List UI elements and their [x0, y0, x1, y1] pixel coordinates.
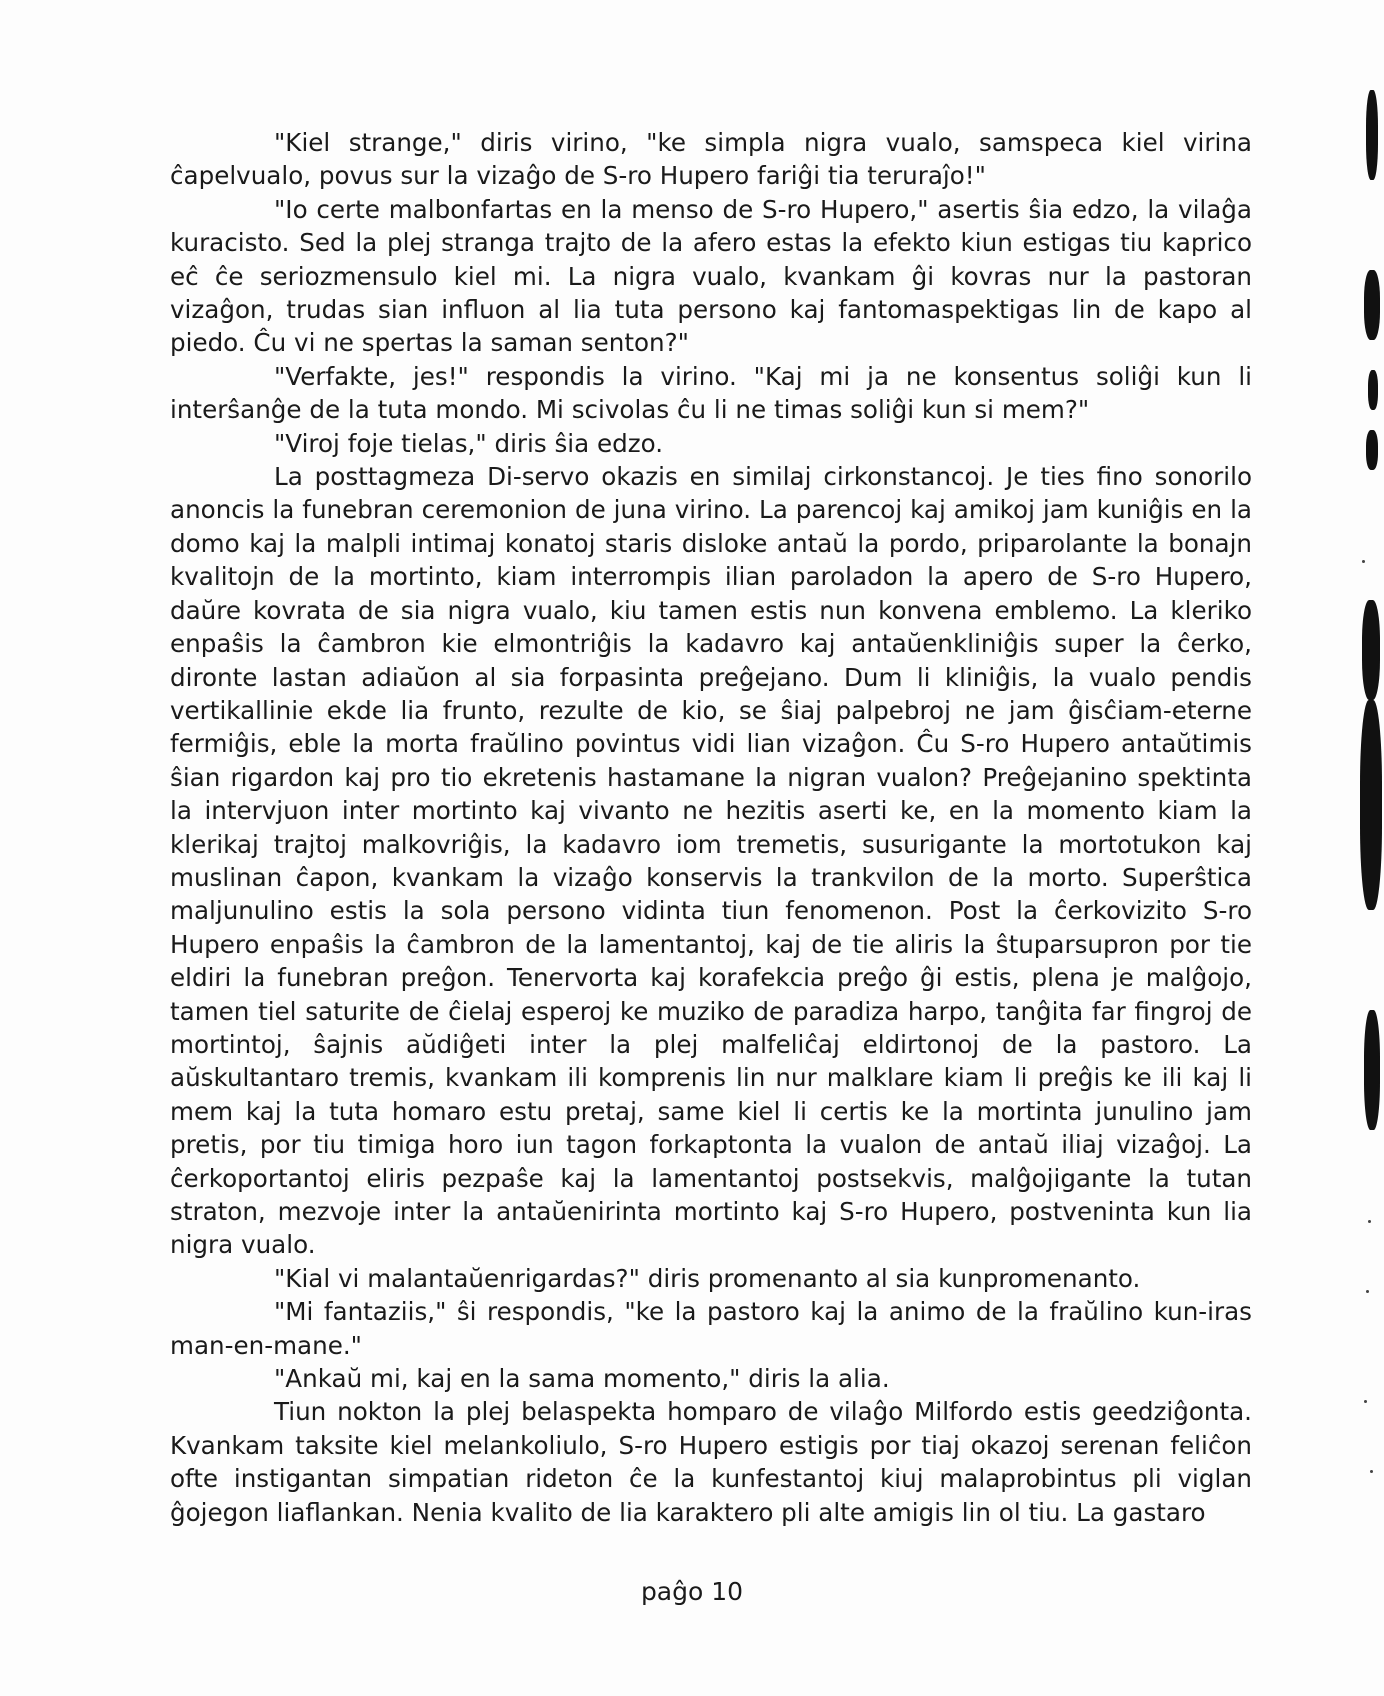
paragraph-1: "Kiel strange," diris virino, "ke simpla nigra vualo, samspeca kiel virina ĉapelvualo, povus sur la vizaĝo de S-ro Hupero fariĝi tia teruraĵo!" — [170, 128, 1252, 191]
scan-blot — [1360, 700, 1382, 910]
scan-speck — [1368, 1220, 1371, 1223]
scan-blot — [1364, 270, 1380, 340]
scan-speck — [1364, 1400, 1367, 1403]
scan-blot — [1368, 370, 1378, 410]
scan-edge-artifacts — [1344, 0, 1384, 1696]
scan-blot — [1364, 1010, 1380, 1130]
scan-blot — [1362, 600, 1380, 700]
paragraph-3: "Verfakte, jes!" respondis la virino. "Kaj mi ja ne konsentus soliĝi kun li interŝanĝe de la tuta mondo. Mi scivolas ĉu li ne timas soliĝi kun si mem?" — [170, 361, 1252, 425]
scan-speck — [1362, 560, 1365, 563]
paragraph-7: "Mi fantaziis," ŝi respondis, "ke la pastoro kaj la animo de la fraŭlino kun-iras man-en-mane." — [170, 1297, 1252, 1360]
paragraph-4: "Viroj foje tielas," diris ŝia edzo. — [274, 428, 664, 458]
page-number: paĝo 10 — [640, 1577, 744, 1606]
paragraph-2: "Io certe malbonfartas en la menso de S-ro Hupero," asertis ŝia edzo, la vilaĝa kuracisto. Sed la plej stranga trajto de la afero estas la efekto kiun estigas tiu kaprico eĉ ĉe seriozmensulo kiel mi. La nigra vualo, kvankam ĝi kovras nur la pastoran vizaĝon, trudas sian influon al lia tuta persono kaj fantomaspektigas lin de kapo al piedo. Ĉu vi ne spertas la saman senton?" — [170, 194, 1252, 358]
paragraph-8: "Ankaŭ mi, kaj en la sama momento," diris la alia. — [274, 1364, 890, 1394]
scan-blot — [1366, 430, 1378, 470]
scan-speck — [1366, 1290, 1369, 1293]
paragraph-9: Tiun nokton la plej belaspekta homparo de vilaĝo Milfordo estis geedziĝonta. Kvankam taksite kiel melankoliulo, S-ro Hupero estigis por tiaj okazoj serenan feliĉon ofte instigantan simpatian rideton ĉe la kunfestantoj kiuj malaprobintus pli viglan ĝojegon liaflankan. Nenia kvalito de lia karaktero pli alte amigis lin ol tiu. La gastaro — [170, 1397, 1252, 1527]
paragraph-5: La posttagmeza Di-servo okazis en similaj cirkonstancoj. Je ties fino sonorilo anoncis la funebran ceremonion de juna virino. La parencoj kaj amikoj jam kuniĝis en la domo kaj la malpli intimaj konatoj staris disloke antaŭ la pordo, priparolante la bonajn kvalitojn de la mortinto, kiam interrompis ilian paroladon la apero de S-ro Hupero, daŭre kovrata de sia nigra vualo, kiu tamen estis nun konvena emblemo. La kleriko enpaŝis la ĉambron kie elmontriĝis la kadavro kaj antaŭenkliniĝis super la ĉerko, dironte lastan adiaŭon al sia forpasinta preĝejano. Dum li kliniĝis, la vualo pendis vertikallinie ekde lia frunto, rezulte de kio, se ŝiaj palpebroj ne jam ĝisĉiam-eterne fermiĝis, eble la morta fraŭlino povintus vidi lian vizaĝon. Ĉu S-ro Hupero antaŭtimis ŝian rigardon kaj pro tio ekretenis hastamane la nigran vualon? Preĝejanino spektinta la intervjuon inter mortinto kaj vivanto ne hezitis aserti ke, en la momento kiam la klerikaj trajtoj malkovriĝis, la kadavro iom tremetis, susurigante la mortotukon kaj muslinan ĉapon, kvankam la vizaĝo konservis la trankvilon de la morto. Superŝtica maljunulino estis la sola persono vidinta tiun fenomenon. Post la ĉerkovizito S-ro Hupero enpaŝis la ĉambron de la lamentantoj, kaj de tie aliris la ŝtuparsupron por tie eldiri la funebran preĝon. Tenervorta kaj korafekcia preĝo ĝi estis, plena je malĝojo, tamen tiel saturite de ĉielaj esperoj ke muziko de paradiza harpo, tanĝita far fingroj de mortintoj, ŝajnis aŭdiĝeti inter la plej malfeliĉaj eldirtonoj de la pastoro. La aŭskultantaro tremis, kvankam ili komprenis lin nur malklare kiam li preĝis ke ili kaj li mem kaj la tuta homaro estu pretaj, same kiel li certis ke la mortinta junulino jam pretis, por tiu timiga horo iun tagon forkaptonta la vualon de antaŭ iliaj vizaĝoj. La ĉerkoportantoj eliris pezpaŝe kaj la lamentantoj postsekvis, malĝojigante la tutan straton, mezvoje inter la antaŭenirinta mortinto kaj S-ro Hupero, postveninta kun lia nigra vualo. — [170, 462, 1252, 1260]
body-text — [170, 126, 1252, 1529]
scan-blot — [1366, 90, 1378, 180]
paragraph-6: "Kial vi malantaŭenrigardas?" diris promenanto al sia kunpromenanto. — [274, 1263, 1141, 1293]
scan-speck — [1370, 1470, 1373, 1473]
